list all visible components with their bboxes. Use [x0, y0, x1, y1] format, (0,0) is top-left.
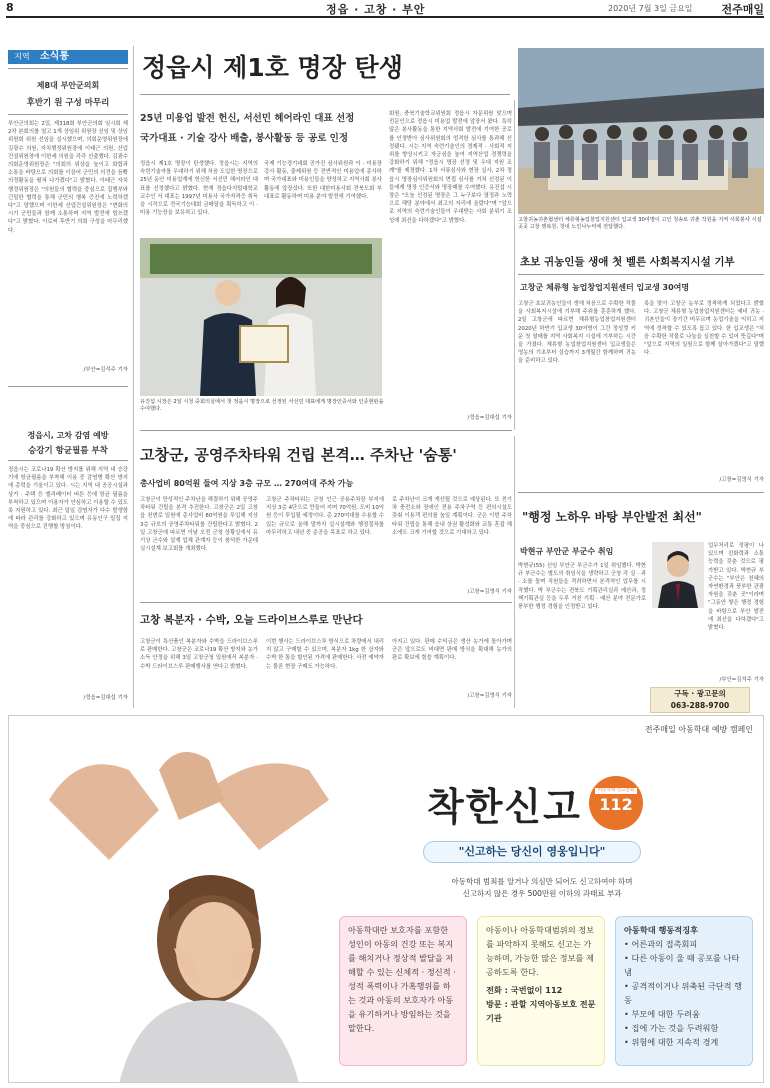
right-subtitle: 고창군 체류형 농업창업지원센터 입교생 30여명: [520, 283, 690, 292]
sidebar-item2-body: 정읍시는 코로나19 확산 방지를 위해 지역 내 승강기에 항균필름을 부착해 이용 중 감염병 확산 방지에 총력을 기울이고 있다. 시는 지역 내 공공시설과 상가 · 주택 등 엘리베이터 버튼 등에 항균 필름을 부착하고 있으며 이용자가 안심하고 이용할 수 있도록 지원하고 있다. 최근 일일 감염자가 다수 발생함에 따라 관리를 강화하고 있으며 유동인구 밀집 지역을 중심으로 진행할 방침이다.: [8, 467, 128, 531]
interview-body: 박현규(55) 신임 부안군 부군수가 1일 취임했다. 박현규 부군수는 별도의 취임식을 생략하고 군청 각 실 · 과 · 소를 돌며 직원들을 격려하면서 본격적인 업무를 시작했다. 박 부군수는 전북도 기획관리실과 예산과, 정책기획관실 등을 두루 거친 기획 · 예산 분야 전문가로 풍부한 행정 경험을 인정받고 있다.: [518, 563, 646, 611]
sidebar-item2-title: 정읍시, 고차 감염 예방: [27, 431, 109, 440]
tag-title: 소식통: [36, 50, 128, 64]
behavior-item: • 어른과의 접촉회피: [624, 939, 698, 949]
issue-date: 2020년 7월 3일 금요일: [608, 4, 693, 13]
divider: [8, 68, 128, 69]
report-info-box: 아동이나 아동학대범위의 정보를 파악하지 못해도 신고는 가능하며, 가능한 많은 정보를 제공하도록 한다. 전화 : 국번없이 112 방문 : 관할 지역아동보호 전문기관: [477, 916, 605, 1066]
portrait-photo: [652, 542, 704, 608]
behavior-item: • 부모에 대한 두려움: [624, 1009, 700, 1019]
divider: [140, 602, 512, 603]
column-divider: [133, 46, 134, 708]
divider: [518, 274, 764, 275]
main-body-left: 정읍시 제1호 명장이 탄생했다. 정읍시는 지역의 숙련기술자를 우대하기 위해 처음 도입한 명장으로 25년 동안 미용업계에 헌신한 서선민 헤어라인 대표를 선정했다고 밝혔다. 현재 정읍다지털대학교 교수인 서 대표는 1997년 미용사 국가자격증 취득을 시작으로 전국기능대회 금메달을 획득하고 이 · 미용 기능장을 보유하고 있다.: [140, 161, 258, 217]
main-body-right: 회원, 충북기술학교위원회 정읍시 자문위원 맞으며 전문인으로 정읍시 미용업 발전에 앞장서 왔다. 특히 많은 봉사활동을 통한 지역사회 발전에 기여한 공로를 인정받아 심사위원회의 엄격한 심사를 통과해 선정됐다. 시는 지역 숙련기술인의 경제적 · 사회적 지위를 향상시키고 자긍심을 높여 지역산업 경쟁력을 강화하기 위해 "정읍시 명장 선정 및 우대 지원 조례"를 제정했다. 1차 서류심사와 현장 실사, 2차 정읍시 명장심사위원회의 면접 심사를 거쳐 선정된 이들에게 명장 인증서와 명장패를 수여했다. 유진섭 시장은 "오늘 선정된 명장은 그 누구보다 열정과 노력으로 해당 분야에서 최고의 자리에 올랐다"며 "앞으로 지역의 숙련기술인들이 우대받는 사회 분위기 조성에 최선을 다하겠다"고 밝혔다.: [389, 111, 512, 224]
right-photo-caption: 고창귀농귀촌협센터 체류형농업창업지원센터 입교생 30여명이 고인 청송로 귀촌 작원을 지역 사회봉사 시설 곳곳 고창 행복원, 청내 노인나누미에 전달했다.: [518, 217, 762, 230]
badge-number: 112: [599, 795, 633, 814]
ceremony-photo: [140, 238, 382, 396]
report-phone: 전화 : 국번없이 112: [486, 985, 563, 995]
divider: [518, 492, 764, 493]
ad-campaign-label: 전주매일 아동학대 예방 캠페인: [644, 725, 753, 734]
section-title: 정읍 · 고창 · 부안: [326, 3, 426, 16]
emergency-112-badge: [589, 776, 643, 830]
newspaper-brand: 전주매일: [721, 3, 764, 16]
main-subtitle-1: 25년 미용업 발전 헌신, 서선민 헤어라인 대표 선정: [140, 113, 355, 124]
definition-box: 아동학대란 보호자를 포함한 성인이 아동의 건강 또는 복지를 해치거나 정상적 발달을 저해할 수 있는 신체적 · 정신적 · 성적 폭력이나 가혹행위를 하는 것과 아동의 보호자가 아동을 유기하거나 방임하는 것을 말한다.: [339, 916, 467, 1066]
interview-subtitle: 박현규 부안군 부군수 취임: [520, 547, 614, 556]
badge-label: 아동학대 신고전화: [595, 788, 637, 794]
report-visit: 방문 : 관할 지역아동보호 전문기관: [486, 999, 596, 1023]
main-photo-caption: 유진섭 시장은 2일 시청 중회의실에서 첫 정읍시 명장으로 선정된 서선민 대표에게 명장인증서와 인증현판을 수여했다.: [140, 399, 384, 412]
drivethru-body-left: 고창군이 특산품인 복분자와 수박을 드라이브스루로 판매한다. 고창군은 코로나19 확산 방지와 농가 소득 안정을 위해 3일 고창군청 일원에서 복분자 · 수박 드라이브스루 판매행사를 연다고 밝혔다.: [140, 639, 258, 670]
behavior-item: • 집에 가는 것을 두려워함: [624, 1023, 719, 1033]
sidebar-item1-body: 부안군의회는 2일, 제318회 부안군의회 임시회 제2차 본회의를 열고 1개 상임위 위원장 선임 및 상임위원회 위원 선임을 실시했으며, 의회운영위원장에 김광수 의원, 자치행정위원장에 이태근 의원, 산업건설위원장에 이한세 의원을 각각 선출했다. 김광수 의회운영위원장은 "의회의 위상을 높이고 화합과 소통을 바탕으로 의회를 이끌어 군민의 의견을 듬뽝 의정활동을 펼쳐 나가겠다"고 밝혔다. 이태근 자치행정위원장은 "의원들의 협력을 중심으로 집행부와 긴밀한 협력을 통해 군민의 행복 증진에 노력하겠다"고 말했으며 이한세 산업건설위원장은 "변화의 시기 군민들과 함께 소통하며 지역 발전에 힘쓰겠다"고 밝혔다. 이로써 후반기 의회 구성을 마무리했다.: [8, 121, 128, 234]
ad-title: 착한신고: [427, 785, 582, 829]
interview-byline: /부안=김석주 기자: [719, 677, 764, 683]
right-body-left: 고창군 초보귀농인들이 생애 처음으로 수확한 작물을 사회복지시설에 기부해 주위를 훈훈하게 했다. 2일 고창군에 따르면 체류형농업창업지원센터 2020년 하반기 입교생 30여명이 그간 정성껏 키운 첫 열매를 지역 사회복지 시설에 기부하는 시간을 가졌다. 체류형 농업창업지원센터 입교생들은 영농의 기초부터 실습까지 3개월간 함께하며 귀농을 준비하고 있다.: [518, 301, 636, 365]
drivethru-body-mid: 이번 행사는 드라이브스루 방식으로 차량에서 내리지 않고 구매할 수 있으며, 복분자 1kg 한 상자와 수박 한 통을 할인된 가격에 판매한다. 사전 예약자는 물론 현장 구매도 가능하다.: [266, 639, 384, 670]
gochang-body-left: 고창군이 만성적인 주차난을 해결하기 위해 공영주차타워 건립을 본격 추진한다. 고창군은 2일 고창읍 천변로 일원에 총사업비 80억원을 투입해 지상 3층 규모의 공영주차타워를 건립한다고 밝혔다. 2일 고창군에 따르면 이날 오전 군청 상황실에서 유기상 군수와 설계 업체 관계자 등이 참석한 가운데 실시설계 보고회를 개최했다.: [140, 497, 258, 553]
main-body-mid: 국제 기능경기대회 공가진 심사위원과 이 · 미용장 강사 활동, 출제위원 등 전반적인 미용업에 종사하며 국가대표와 미용인들을 양성하고 지역사회 봉사활동에 앞장섰다. 또한 대한미용사회 전북도회 부대표로 활동하며 미용 분야 발전에 기여했다.: [264, 161, 382, 200]
drivethru-byline: /고창=김영식 기자: [467, 693, 512, 699]
drivethru-body-right: 아지고 있다. 판매 수익금은 생산 농가에 돌아가며 군은 앞으로도 비대면 판매 방식을 확대해 농가의 판로 확보에 힘쓸 계획이다.: [392, 639, 512, 662]
behavior-item: • 공격적이거나 위축된 극단적 행동: [624, 981, 743, 1005]
ad-description: 아동학대 범죄를 알거나 의심만 되어도 신고하여야 하며 신고하지 않은 경우 500만원 이하의 과태료 부과: [451, 877, 633, 898]
sidebar-tag: [8, 50, 128, 64]
divider: [8, 460, 128, 461]
interview-headline: "행정 노하우 바탕 부안발전 최선": [522, 510, 702, 524]
right-headline: 초보 귀농인들 생애 첫 벨른 사회복지시설 기부: [520, 256, 735, 268]
behavior-signs-title: 아동학대 행동적징후: [624, 925, 699, 935]
sidebar-item2-subtitle: 승강기 항균필름 부착: [28, 446, 108, 456]
divider: [140, 94, 510, 95]
gochang-body-mid: 고창군 주차타워는 군청 인근 공용주차장 부지에 지상 3층 4단으로 만들어 지며 70억원, 도비 10억원 등이 투입될 예정이다. 총 270여대를 수용할 수 있는 규모로 올해 말까지 실시설계와 행정절차를 마무리하고 내년 중 준공을 목표로 하고 있다.: [266, 497, 384, 536]
subscription-label: 구독 · 광고문의: [674, 689, 726, 698]
tag-region: 지역: [8, 50, 36, 64]
divider: [8, 386, 128, 387]
subscription-box: [650, 687, 750, 713]
interview-body-right: 업무처리로 정평이 나 있으며 친화력과 소통 능력을 갖춘 것으로 평가받고 있다. 박현규 부군수는 "부안은 천혜의 자연환경과 풍부한 관광자원을 갖춘 곳"이라며 "그동안 쌓은 행정 경험을 바탕으로 부안 발전에 최선을 다하겠다"고 밝혔다.: [708, 543, 764, 632]
sidebar-item1-title: 제8대 부안군의회: [36, 81, 100, 90]
drivethru-headline: 고창 복분자 · 수박, 오늘 드라이브스루로 만난다: [140, 614, 363, 626]
ad-slogan: "신고하는 당신이 영웅입니다": [423, 841, 641, 863]
column-divider: [514, 436, 515, 708]
main-subtitle-2: 국가대표 · 기술 강사 배출, 봉사활동 등 공로 인정: [140, 133, 349, 144]
volunteer-group-photo: [518, 48, 764, 214]
gochang-byline: /고창=김영식 기자: [467, 589, 512, 595]
divider: [140, 430, 512, 431]
right-body-right: 록을 맞아 고창군 농부로 정착하게 되었다고 밝혔다. 고창군 체류형 농업창업지원센터는 예비 귀농 · 귀촌인들이 장기간 머무르며 농업기술을 익히고 지역에 정착할 수 있도록 돕고 있다. 한 입교생은 "처음 수확한 작물로 나눔을 실천할 수 있어 뜻깊다"며 "앞으로 지역의 일원으로 함께 살아가겠다"고 말했다.: [644, 301, 764, 357]
column-divider: [514, 100, 515, 430]
page-number: 8: [6, 1, 14, 14]
sidebar-item1-subtitle: 후반기 원 구성 마무리: [26, 98, 110, 108]
subscription-phone: 063-288-9700: [670, 701, 730, 710]
sidebar-item1-byline: /부안=김석주 기자: [83, 367, 128, 373]
right-byline: /고창=김영식 기자: [719, 477, 764, 483]
gochang-body-right: 로 주차난이 크게 개선될 것으로 예상된다. 또 전기차 충전소와 장애인 전용 주차구역 등 편의시설도 갖춰 이용객 편의를 높일 계획이다. 군은 이번 주차타워 건립을 통해 읍내 상권 활성화와 교통 혼잡 해소에도 크게 기여할 것으로 기대하고 있다.: [392, 497, 512, 536]
behavior-signs-box: [615, 916, 753, 1066]
child-abuse-campaign-ad: [8, 715, 764, 1083]
page-header: [6, 0, 764, 18]
behavior-item: • 위험에 대한 지속적 경계: [624, 1037, 719, 1047]
divider: [8, 114, 128, 115]
gochang-subtitle: 총사업비 80억원 들여 지상 3층 규모 … 270여대 주차 가능: [140, 479, 354, 488]
gochang-headline: 고창군, 공영주차타워 건립 본격… 주차난 '숨통': [140, 446, 457, 464]
behavior-item: • 다른 아동이 울 때 공포를 나타냄: [624, 953, 740, 977]
distressed-child-illustration: [9, 730, 359, 1083]
main-byline: /정읍=김대섭 기자: [467, 415, 512, 421]
main-headline: 정읍시 제1호 명장 탄생: [142, 53, 403, 82]
sidebar-item2-byline: /정읍=김대섭 기자: [83, 695, 128, 701]
